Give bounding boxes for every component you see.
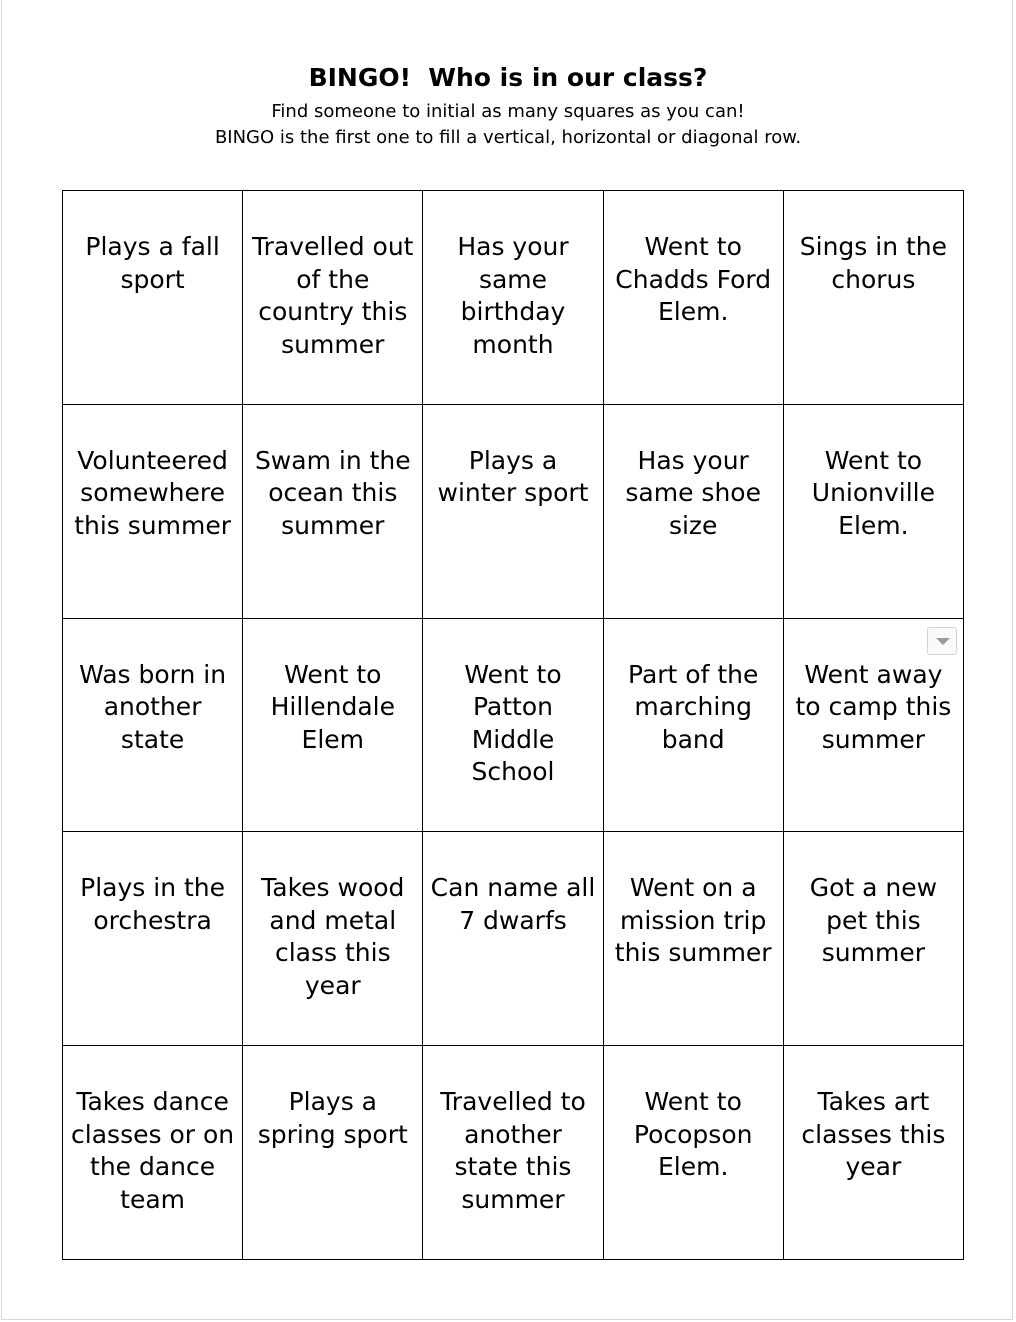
- bingo-square: Went to Pocopson Elem.: [604, 1046, 784, 1260]
- bingo-square: Sings in the chorus: [784, 191, 964, 405]
- bingo-square: Can name all 7 dwarfs: [423, 832, 603, 1046]
- bingo-square: Plays a fall sport: [63, 191, 243, 405]
- bingo-square: Has your same birthday month: [423, 191, 603, 405]
- bingo-square: Has your same shoe size: [604, 405, 784, 619]
- bingo-square: Got a new pet this summer: [784, 832, 964, 1046]
- bingo-square: Part of the marching band: [604, 619, 784, 833]
- bingo-square: Swam in the ocean this summer: [243, 405, 423, 619]
- bingo-square: Went on a mission trip this summer: [604, 832, 784, 1046]
- bingo-square: Went to Chadds Ford Elem.: [604, 191, 784, 405]
- bingo-square: Was born in another state: [63, 619, 243, 833]
- bingo-square: Plays a spring sport: [243, 1046, 423, 1260]
- bingo-square: Went to Patton Middle School: [423, 619, 603, 833]
- bingo-grid: [62, 190, 964, 1260]
- bingo-square: Travelled out of the country this summer: [243, 191, 423, 405]
- bingo-square: Takes art classes this year: [784, 1046, 964, 1260]
- bingo-square: Went away to camp this summer: [784, 619, 964, 833]
- page-title: BINGO! Who is in our class?: [308, 63, 708, 92]
- bingo-square: Travelled to another state this summer: [423, 1046, 603, 1260]
- instruction-line-2: BINGO is the first one to fill a vertical, horizontal or diagonal row.: [214, 127, 802, 148]
- bingo-square: Went to Unionville Elem.: [784, 405, 964, 619]
- bingo-square: Takes wood and metal class this year: [243, 832, 423, 1046]
- instruction-line-1: Find someone to initial as many squares as you can!: [271, 101, 745, 122]
- bingo-square: Plays a winter sport: [423, 405, 603, 619]
- bingo-square: Plays in the orchestra: [63, 832, 243, 1046]
- bingo-square: Volunteered somewhere this summer: [63, 405, 243, 619]
- chevron-down-icon[interactable]: [927, 627, 957, 655]
- bingo-square: Went to Hillendale Elem: [243, 619, 423, 833]
- bingo-square: Takes dance classes or on the dance team: [63, 1046, 243, 1260]
